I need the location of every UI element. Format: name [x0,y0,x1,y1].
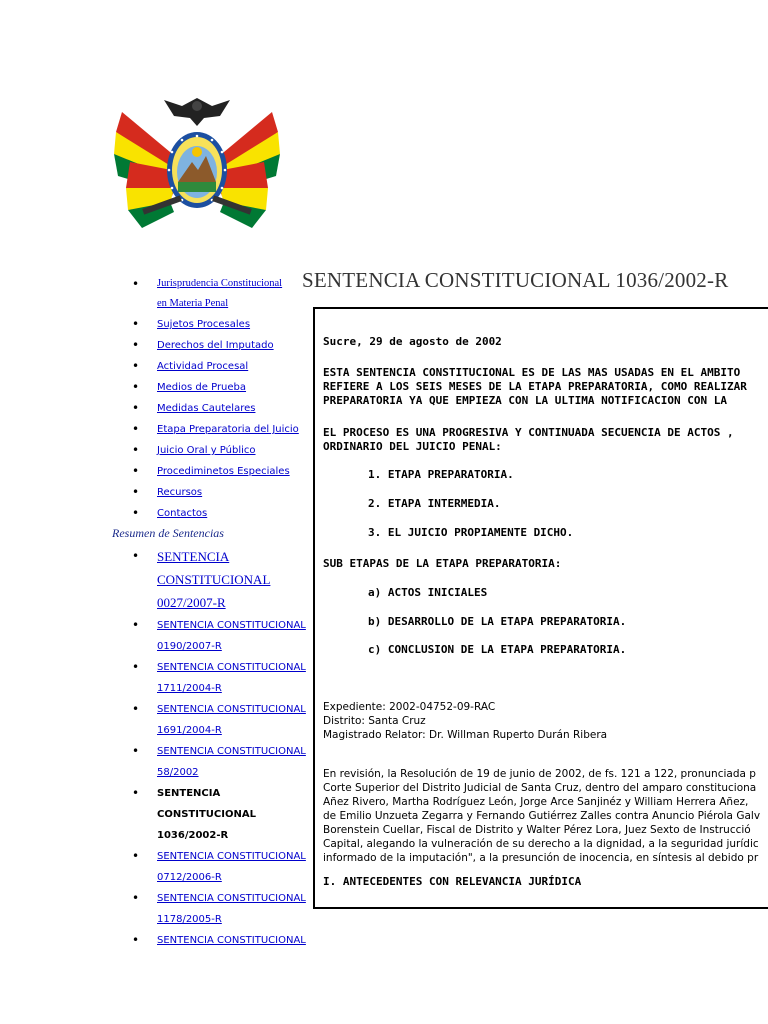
sentencia-link-0712-l1[interactable]: SENTENCIA CONSTITUCIONAL [157,851,306,862]
doc-sub-etapa-c: c) CONCLUSION DE LA ETAPA PREPARATORIA. [368,643,627,656]
doc-body-line7: informado de la imputación", a la presunción de inocencia, en síntesis al debido pr [323,852,759,864]
resumen-heading: Resumen de Sentencias [112,526,224,540]
nav-item-derechos [136,335,306,356]
doc-section-heading: I. ANTECEDENTES CON RELEVANCIA JURÍDICA [323,875,582,888]
nav-link-derechos-imputado[interactable]: Derechos del Imputado [157,340,274,351]
doc-expediente: Expediente: 2002-04752-09-RAC [323,701,496,713]
nav-link-recursos[interactable]: Recursos [157,487,203,498]
nav-link-jurisprudencia-line1[interactable]: Jurisprudencia Constitucional [157,278,283,289]
sentencia-link-1178-l2[interactable]: 1178/2005-R [157,914,222,925]
doc-p1-line1: ESTA SENTENCIA CONSTITUCIONAL ES DE LAS MAS USADAS EN EL AMBITO [323,366,741,379]
sentencia-link-last-l1[interactable]: SENTENCIA CONSTITUCIONAL [157,935,306,946]
sentencia-link-58-l1[interactable]: SENTENCIA CONSTITUCIONAL [157,746,306,757]
nav-link-procedimientos-especiales[interactable]: Procediminetos Especiales [157,466,290,477]
sentencia-item-1691 [136,699,311,741]
doc-body-line4: de Emilio Unzueta Zegarra y Fernando Gutiérrez Zalles contra Anuncio Piérola Galv [323,810,761,822]
sentencia-link-1711-l1[interactable]: SENTENCIA CONSTITUCIONAL [157,662,306,673]
sentencia-item-1711 [136,657,311,699]
sentencia-current-l1: SENTENCIA CONSTITUCIONAL [157,788,256,820]
nav-item-recursos [136,482,306,503]
doc-sub-etapa-a: a) ACTOS INICIALES [368,586,488,599]
nav-item-procedimientos [136,461,306,482]
nav-link-sujetos-procesales[interactable]: Sujetos Procesales [157,319,251,330]
sentencia-item-58 [136,741,311,783]
coat-of-arms-logo [112,92,282,232]
nav-link-jurisprudencia-line2[interactable]: en Materia Penal [157,298,229,309]
doc-etapa-1: 1. ETAPA PREPARATORIA. [368,468,514,481]
nav-item-contactos [136,503,306,524]
sentencia-link-1711-l2[interactable]: 1711/2004-R [157,683,222,694]
sentencia-item-1178 [136,888,311,930]
nav-link-contactos[interactable]: Contactos [157,508,208,519]
nav-link-actividad-procesal[interactable]: Actividad Procesal [157,361,249,372]
sentencia-item-1036-current [136,783,311,846]
doc-p1-line3: PREPARATORIA YA QUE EMPIEZA CON LA ULTIMA NOTIFICACION CON LA [323,394,727,407]
nav-item-juicio [136,440,306,461]
sentencia-item-0027 [136,546,311,615]
nav-item-etapa [136,419,306,440]
sentencia-link-0712-l2[interactable]: 0712/2006-R [157,872,222,883]
nav-item-jurisprudencia [136,274,306,314]
nav-item-medidas [136,398,306,419]
nav-link-juicio-oral[interactable]: Juicio Oral y Público [157,445,256,456]
doc-body-line3: Añez Rivero, Martha Rodríguez León, Jorge Arce Sanjinéz y William Herrera Añez, [323,796,749,808]
doc-sub-heading: SUB ETAPAS DE LA ETAPA PREPARATORIA: [323,557,562,570]
sentencia-link-1691-l1[interactable]: SENTENCIA CONSTITUCIONAL [157,704,306,715]
doc-body-line6: Capital, alegando la vulneración de su derecho a la dignidad, a la seguridad jurídic [323,838,759,850]
sentencia-link-0190-l2[interactable]: 0190/2007-R [157,641,222,652]
nav-link-medios-prueba[interactable]: Medios de Prueba [157,382,247,393]
sentencia-current-l2: 1036/2002-R [157,830,229,841]
sentencia-link-58-l2[interactable]: 58/2002 [157,767,199,778]
nav-item-medios [136,377,306,398]
page-title: SENTENCIA CONSTITUCIONAL 1036/2002-R [302,268,729,292]
sentencia-item-0190 [136,615,311,657]
doc-magistrado: Magistrado Relator: Dr. Willman Ruperto Durán Ribera [323,729,608,741]
sentencias-nav [136,546,311,951]
main-nav [136,274,306,524]
sentencia-link-1691-l2[interactable]: 1691/2004-R [157,725,222,736]
doc-p2-line1: EL PROCESO ES UNA PROGRESIVA Y CONTINUADA SECUENCIA DE ACTOS , [323,426,734,439]
sentencia-link-1178-l1[interactable]: SENTENCIA CONSTITUCIONAL [157,893,306,904]
doc-p1-line2: REFIERE A LOS SEIS MESES DE LA ETAPA PREPARATORIA, COMO REALIZAR [323,380,747,393]
doc-etapa-2: 2. ETAPA INTERMEDIA. [368,497,501,510]
sentencia-link-0027-l1[interactable]: SENTENCIA [157,549,230,564]
doc-body-line5: Borenstein Cuellar, Fiscal de Distrito y Walter Pérez Lora, Juez Sexto de Instrucció [323,824,751,836]
nav-link-medidas-cautelares[interactable]: Medidas Cautelares [157,403,256,414]
doc-body-line1: En revisión, la Resolución de 19 de junio de 2002, de fs. 121 a 122, pronunciada p [323,768,756,780]
sentencia-link-0027-l3[interactable]: 0027/2007-R [157,595,226,610]
doc-etapa-3: 3. EL JUICIO PROPIAMENTE DICHO. [368,526,574,539]
nav-item-actividad [136,356,306,377]
sentencia-item-0712 [136,846,311,888]
sentencia-item-last [136,930,311,951]
doc-distrito: Distrito: Santa Cruz [323,715,426,727]
sentencia-link-0027-l2[interactable]: CONSTITUCIONAL [157,572,271,587]
doc-date: Sucre, 29 de agosto de 2002 [323,335,502,348]
doc-p2-line2: ORDINARIO DEL JUICIO PENAL: [323,440,502,453]
doc-sub-etapa-b: b) DESARROLLO DE LA ETAPA PREPARATORIA. [368,615,627,628]
document-box [313,307,768,909]
doc-body-line2: Corte Superior del Distrito Judicial de Santa Cruz, dentro del amparo constituciona [323,782,757,794]
nav-link-etapa-preparatoria[interactable]: Etapa Preparatoria del Juicio [157,424,299,435]
sentencia-link-0190-l1[interactable]: SENTENCIA CONSTITUCIONAL [157,620,306,631]
nav-item-sujetos [136,314,306,335]
